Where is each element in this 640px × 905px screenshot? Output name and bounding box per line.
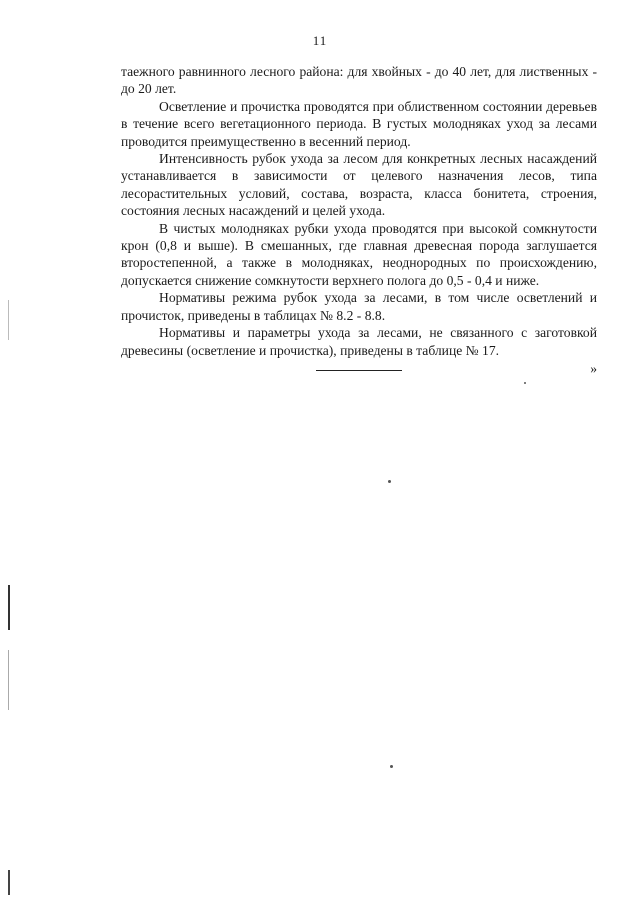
scan-speck xyxy=(388,480,391,483)
paragraph-4: В чистых молодняках рубки ухода проводятся при высокой сомкнутости крон (0,8 и выше). В смешанных, где главная древесная порода заглушается второстепенной, а также в молодняках, неоднородных по происхождению, допускается снижение сомкнутости верхнего полога до 0,5 - 0,4 и ниже. xyxy=(121,220,597,288)
page-number: 11 xyxy=(312,33,328,48)
scan-edge-mark xyxy=(8,870,10,895)
paragraph-6: Нормативы и параметры ухода за лесами, не связанного с заготовкой древесины (осветление и прочистка), приведены в таблице № 17. xyxy=(121,325,597,358)
section-divider xyxy=(316,370,402,371)
paragraph-2: Осветление и прочистка проводятся при облиственном состоянии деревьев в течение всего вегетационного периода. В густых молодняках уход за лесами проводится преимущественно в весенний период. xyxy=(121,98,597,149)
paragraph-1: таежного равнинного лесного района: для хвойных - до 40 лет, для лиственных - до 20 лет. xyxy=(121,64,597,97)
scan-edge-mark xyxy=(8,300,9,340)
document-body xyxy=(121,63,597,377)
closing-quote: » xyxy=(590,360,597,376)
scan-speck xyxy=(390,765,393,768)
paragraph-5: Нормативы режима рубок ухода за лесами, в том числе осветлений и прочисток, приведены в таблицах № 8.2 - 8.8. xyxy=(121,290,597,323)
paragraph-3: Интенсивность рубок ухода за лесом для конкретных лесных насаждений устанавливается в зависимости от целевого назначения лесов, типа лесорастительных условий, состава, возраста, класса бонитета, строения, состояния лесных насаждений и целей ухода. xyxy=(121,151,597,219)
scan-edge-mark xyxy=(8,650,9,710)
scan-edge-mark xyxy=(8,585,10,630)
scan-speck xyxy=(524,382,526,384)
